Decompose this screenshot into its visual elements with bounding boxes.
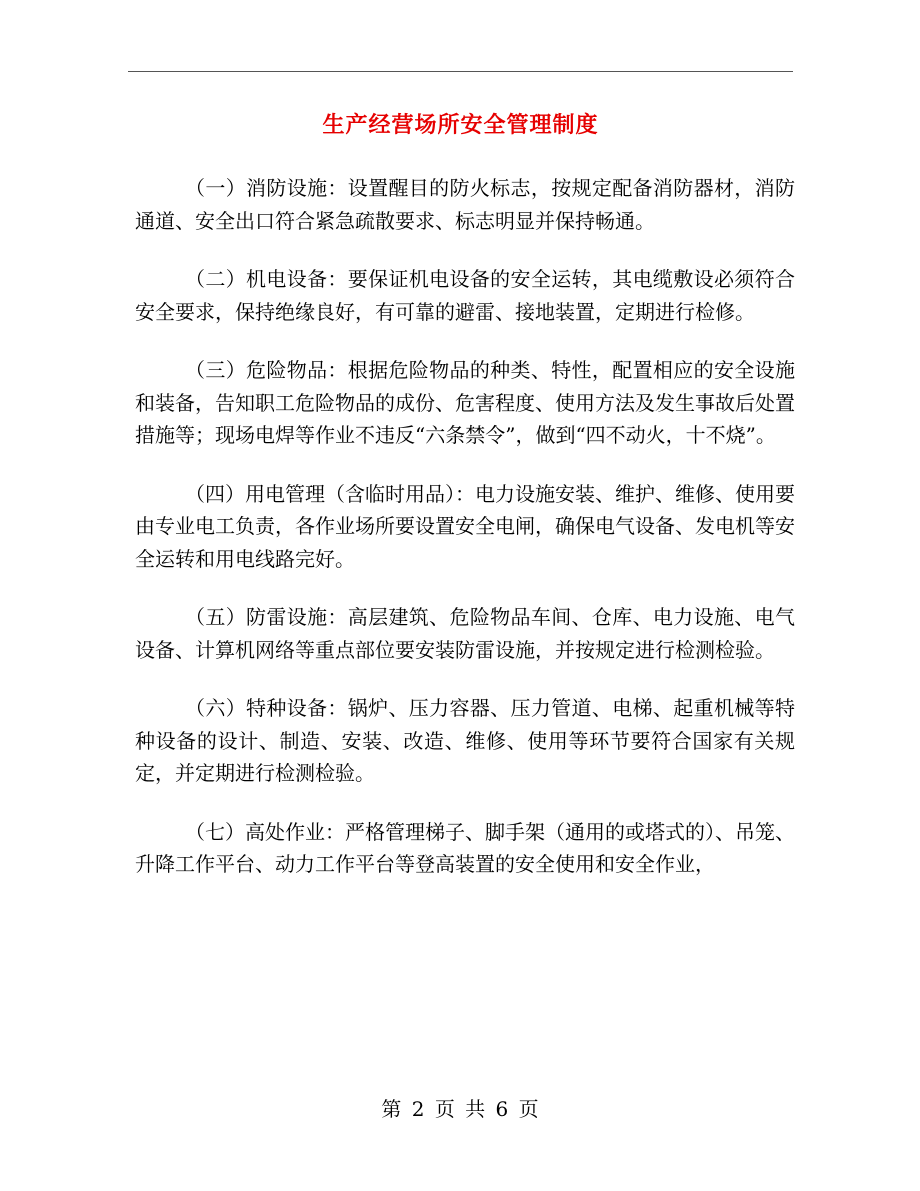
paragraph-electromechanical: （二）机电设备：要保证机电设备的安全运转，其电缆敷设必须符合安全要求，保持绝缘良好，有可靠的避雷、接地装置，定期进行检修。 [135, 267, 795, 324]
paragraph-hazardous-materials: （三）危险物品：根据危险物品的种类、特性，配置相应的安全设施和装备，告知职工危险物品的成份、危害程度、使用方法及发生事故后处置措施等；现场电焊等作业不违反“六条禁令”，做到“四不动火，十不烧”。 [135, 358, 795, 447]
document-body [135, 172, 795, 907]
page-number: 第 2 页 共 6 页 [381, 1097, 539, 1121]
paragraph-electricity-management: （四）用电管理（含临时用品）：电力设施安装、维护、维修、使用要由专业电工负责，各作业场所要设置安全电闸，确保电气设备、发电机等安全运转和用电线路完好。 [135, 481, 795, 571]
paragraph-special-equipment: （六）特种设备：锅炉、压力容器、压力管道、电梯、起重机械等特种设备的设计、制造、安装、改造、维修、使用等环节要符合国家有关规定，并定期进行检测检验。 [135, 696, 795, 785]
header-rule [128, 71, 793, 72]
document-title: 生产经营场所安全管理制度 [322, 112, 599, 138]
paragraph-fire-facilities: （一）消防设施：设置醒目的防火标志，按规定配备消防器材，消防通道、安全出口符合紧急疏散要求、标志明显并保持畅通。 [135, 176, 795, 233]
paragraph-work-at-height: （七）高处作业：严格管理梯子、脚手架（通用的或塔式的）、吊笼、升降工作平台、动力工作平台等登高装置的安全使用和安全作业， [135, 819, 795, 876]
paragraph-lightning-protection: （五）防雷设施：高层建筑、危险物品车间、仓库、电力设施、电气设备、计算机网络等重点部位要安装防雷设施，并按规定进行检测检验。 [135, 605, 795, 662]
